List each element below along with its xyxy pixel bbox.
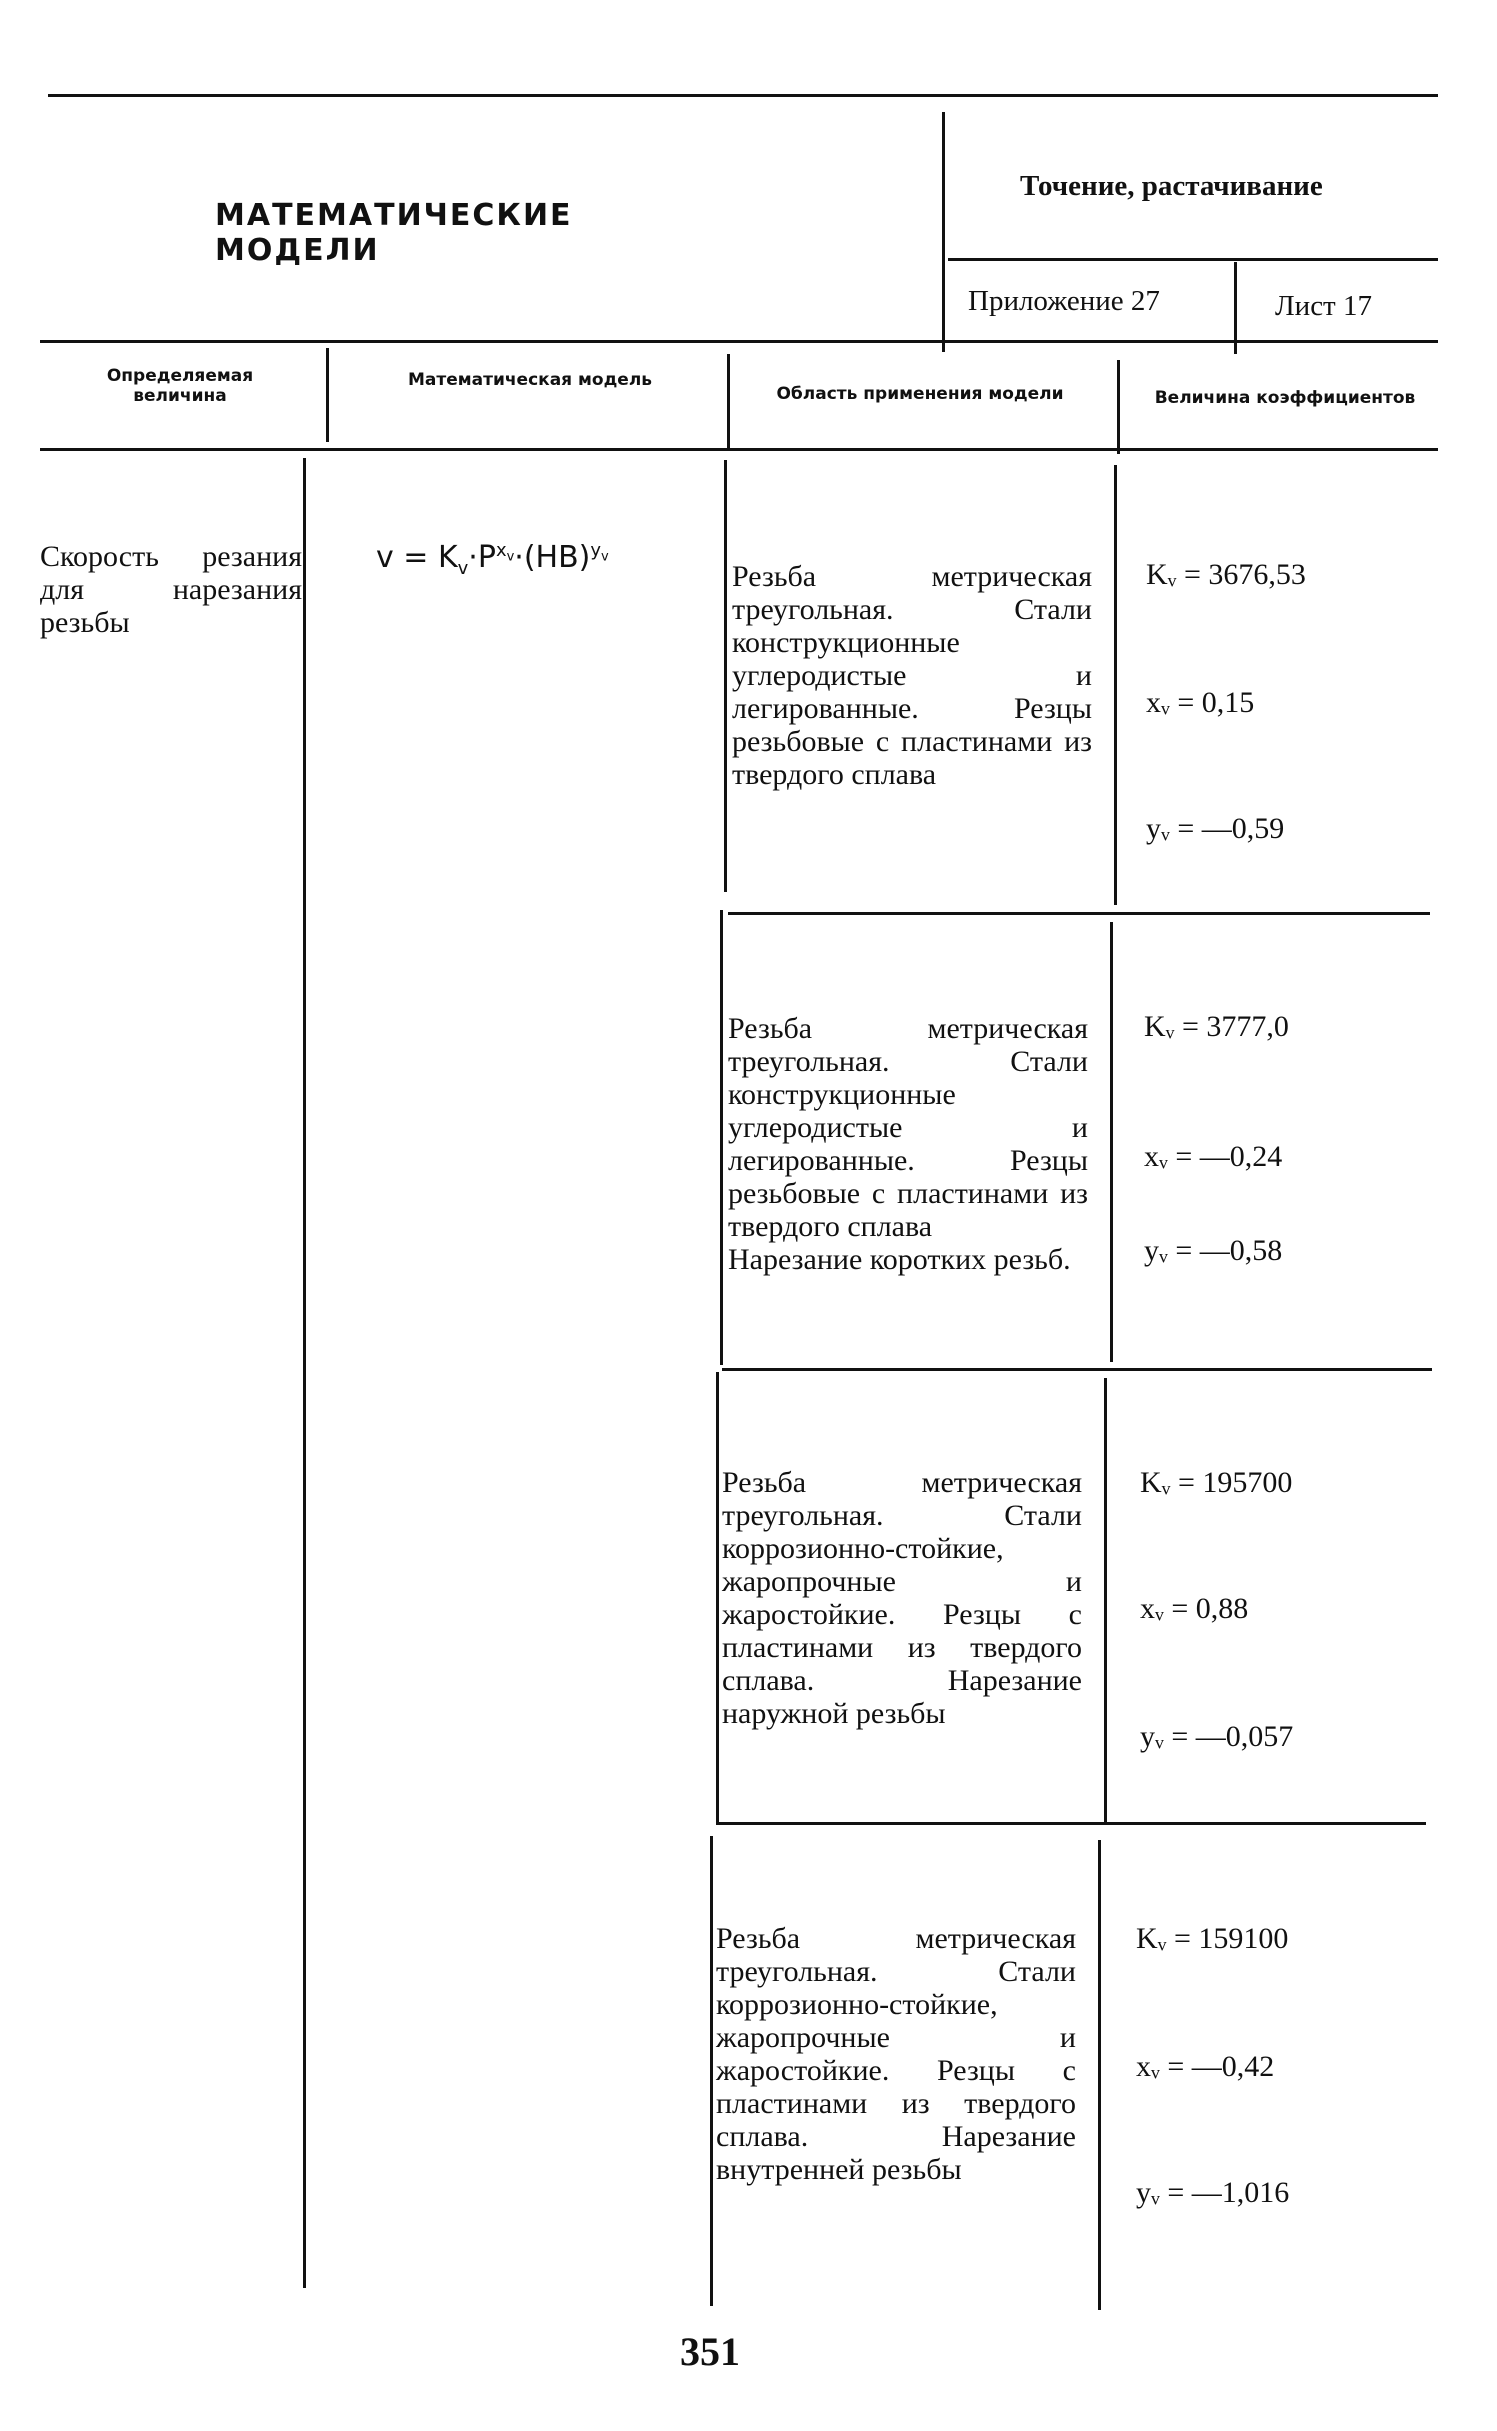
row-separator-2 [722, 1368, 1432, 1371]
row2-area [728, 1012, 1088, 1276]
operation-label: Точение, растачивание [1020, 170, 1323, 202]
row-separator-3 [716, 1822, 1426, 1825]
row1-coef-k: Kᵥ = 3676,53 [1146, 558, 1306, 591]
formula-lhs: v = K [376, 540, 458, 575]
colhead-divider-2 [727, 354, 730, 448]
appendix-label: Приложение 27 [968, 285, 1160, 317]
row1-area: Резьба метрическая треугольная. Стали конструкционные углеродистые и легированные. Резцы резьбовые с пластинами из твердого сплава [732, 560, 1092, 791]
colhead-quantity: Определяемая величина [106, 366, 254, 406]
header-bottom-rule [40, 340, 1438, 343]
row3-coef-k: Kᵥ = 195700 [1140, 1466, 1293, 1499]
body-divider-1 [303, 458, 306, 2288]
colhead-divider-1 [326, 348, 329, 442]
body-divider-3d [1098, 1840, 1101, 2310]
row3-coef-x: xᵥ = 0,88 [1140, 1592, 1249, 1625]
math-model-formula [376, 540, 609, 579]
row3-coef-y: yᵥ = —0,057 [1140, 1720, 1294, 1753]
body-divider-3b [1110, 922, 1113, 1362]
row2-coef-y: yᵥ = —0,58 [1144, 1234, 1283, 1267]
body-divider-3 [1114, 465, 1117, 905]
page-title: МАТЕМАТИЧЕСКИЕ МОДЕЛИ [215, 198, 573, 268]
body-divider-2c [716, 1372, 719, 1825]
top-rule [48, 94, 1438, 97]
operation-underline [948, 258, 1438, 261]
determined-quantity: Скорость резания для нарезания резьбы [40, 540, 302, 639]
row2-coef-k: Kᵥ = 3777,0 [1144, 1010, 1289, 1043]
row2-area-note: Нарезание коротких резьб. [728, 1243, 1071, 1276]
row1-coef-x: xᵥ = 0,15 [1146, 686, 1255, 719]
colhead-coefficients: Величина коэффициентов [1154, 388, 1416, 408]
row1-coef-y: yᵥ = —0,59 [1146, 812, 1285, 845]
column-header-bottom-rule [40, 448, 1438, 451]
row4-coef-k: Kᵥ = 159100 [1136, 1922, 1289, 1955]
colhead-area: Область применения модели [776, 384, 1064, 404]
row3-area: Резьба метрическая треугольная. Стали коррозионно-стойкие, жаропрочные и жаростойкие. Резцы с пластинами из твердого сплава. Нарезание наружной резьбы [722, 1466, 1082, 1730]
row2-area-main: Резьба метрическая треугольная. Стали конструкционные углеродистые и легированные. Резцы резьбовые с пластинами из твердого сплава [728, 1012, 1088, 1243]
colhead-divider-3 [1117, 360, 1120, 454]
row-separator-1 [728, 912, 1430, 915]
row4-coef-x: xᵥ = —0,42 [1136, 2050, 1275, 2083]
formula-mid: ·P [468, 540, 496, 575]
row4-coef-y: yᵥ = —1,016 [1136, 2176, 1290, 2209]
row2-coef-x: xᵥ = —0,24 [1144, 1140, 1283, 1173]
formula-sub1: v [457, 558, 469, 579]
page-number: 351 [680, 2329, 740, 2374]
header-vertical-divider [942, 112, 945, 352]
formula-rest: ·(HB) [514, 540, 591, 575]
body-divider-2b [720, 910, 723, 1365]
body-divider-2 [724, 460, 727, 892]
body-divider-3c [1104, 1378, 1107, 1823]
formula-sup1: xv [495, 540, 515, 565]
sheet-label: Лист 17 [1275, 290, 1372, 322]
formula-sup2: yv [590, 540, 609, 565]
body-divider-2d [710, 1836, 713, 2306]
colhead-model: Математическая модель [407, 370, 653, 390]
row4-area: Резьба метрическая треугольная. Стали коррозионно-стойкие, жаропрочные и жаростойкие. Резцы с пластинами из твердого сплава. Нарезание внутренней резьбы [716, 1922, 1076, 2186]
